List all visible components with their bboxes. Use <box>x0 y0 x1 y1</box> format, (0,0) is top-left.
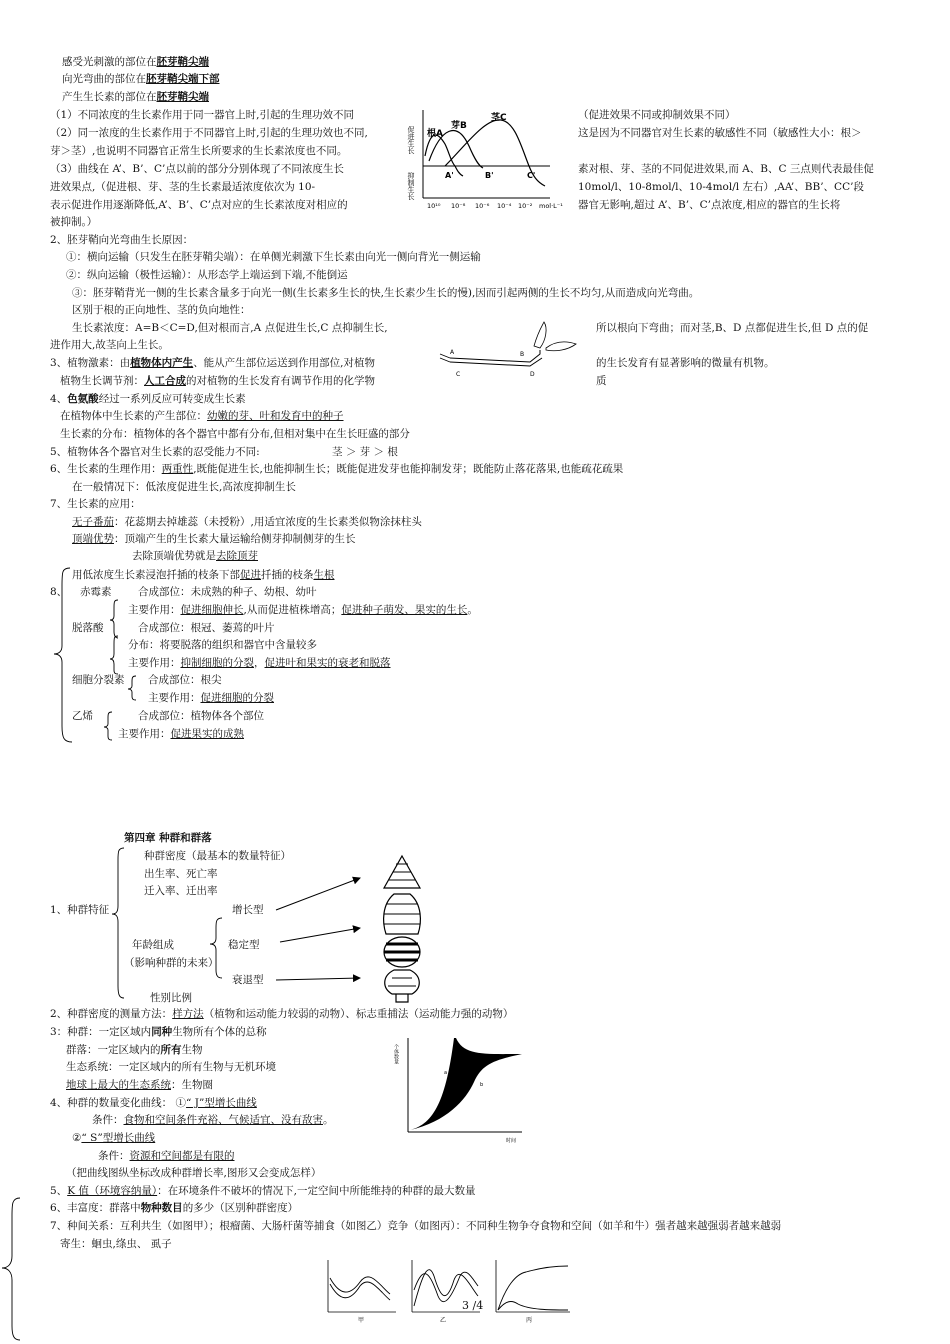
text: 同种 <box>151 1026 173 1038</box>
s5-line <box>50 445 260 459</box>
text: 人工合成 <box>144 375 186 387</box>
label-bing: 丙 <box>526 1317 533 1324</box>
p3-r2: 10mol/l、10-8mol/l、10-4mol/l 左右）,AA’、BB’、CC’段 <box>578 181 864 193</box>
c2-line <box>50 1007 513 1021</box>
text: 用低浓度生长素浸泡扦插的枝条下部 <box>72 569 240 581</box>
s8-g2c <box>128 656 391 670</box>
text: 资源和空间都是有限的 <box>129 1150 235 1162</box>
label-bud: 芽B <box>451 121 467 131</box>
p2-left: （2）同一浓度的生长素作用于不同器官上时,引起的生理功效也不同, <box>50 127 368 139</box>
text: 无子番茄 <box>72 516 114 528</box>
ch4-i: 性别比例 <box>150 992 192 1004</box>
s8-g4a: 合成部位：植物体各个部位 <box>138 710 264 722</box>
p3-r1: 素对根、芽、茎的不同促进效果,而 A、B、C 三点则代表最佳促 <box>578 163 874 175</box>
ch4-h: 衰退型 <box>232 974 264 986</box>
s2-i6: 进作用大,故茎向上生长。 <box>50 339 169 351</box>
text: 生根 <box>313 569 335 581</box>
p3-r3: 器官无影响,超过 A’、B’、C’点浓度,相应的器官的生长将 <box>578 199 841 211</box>
p3-l4: 被抑制。） <box>50 216 98 228</box>
s8-g2a: 合成部位：根冠、萎蔫的叶片 <box>138 622 275 634</box>
text: 幼嫩的芽、叶和发育中的种子 <box>207 410 344 422</box>
text: 在植物体中生长素的产生部位： <box>60 410 207 422</box>
text: 6、丰富度：群落中 <box>50 1202 141 1214</box>
text: 去除顶端优势就是 <box>132 550 216 562</box>
text: “ J”型增长曲线 <box>186 1097 257 1109</box>
age-structure-figure <box>276 852 456 1007</box>
s2-i5r: 所以根向下弯曲；而对茎,B、D 点都促进生长,但 D 点的促 <box>596 322 869 334</box>
ch4-e: 年龄组成 <box>132 939 174 951</box>
text: ， <box>254 657 265 669</box>
hormone-braces <box>52 566 142 744</box>
text: 促进细胞的分裂 <box>200 692 274 704</box>
label-a: A <box>450 349 455 356</box>
c3-line2 <box>66 1043 203 1057</box>
tick-1: 10⁻⁸ <box>451 202 466 210</box>
unit-label: mol·L⁻¹ <box>539 202 563 210</box>
text: 主要作用： <box>118 728 171 740</box>
s4-line3: 生长素的分布：植物体的各个器官中都有分布,但相对集中在生长旺盛的部分 <box>60 428 410 440</box>
text: 主要作用： <box>128 657 181 669</box>
text: 色氨酸 <box>67 393 99 405</box>
ylabel: 个体数量 <box>393 1044 399 1064</box>
text: 胚芽鞘尖端下部 <box>146 73 220 85</box>
c3-line1 <box>50 1025 267 1039</box>
text: 地球上最大的生态系统 <box>66 1079 171 1091</box>
s2-i1: ①：横向运输（只发生在胚芽鞘尖端）：在单侧光刺激下生长素由向光一侧向背光一侧运输 <box>66 251 481 263</box>
text: 促进细胞伸长 <box>180 604 244 616</box>
text: ：顶端产生的生长素大量运输给侧芽抑制侧芽的生长 <box>114 533 356 545</box>
c6-line <box>50 1201 298 1215</box>
s2-title: 2、胚芽鞘向光弯曲生长原因： <box>50 234 194 246</box>
s8-g1: 赤霉素 <box>80 586 112 598</box>
s4-line1 <box>50 392 246 406</box>
text: 所有 <box>160 1044 182 1056</box>
text: 产生生长素的部位在 <box>62 91 157 103</box>
text: 食物和空间条件充裕、气候适宜、没有敌害 <box>123 1114 323 1126</box>
label-c: C <box>456 371 461 378</box>
interaction-figures <box>320 1256 580 1326</box>
text: 促进种子萌发、果实的生长 <box>341 604 468 616</box>
auxin-curve-figure <box>405 106 575 214</box>
text: 植物生长调节剂： <box>60 375 144 387</box>
label-stem: 茎C <box>491 113 507 123</box>
c3-line4 <box>66 1078 213 1092</box>
s8-num: 8、 <box>50 586 68 598</box>
text: 生物所有个体的总称 <box>172 1026 267 1038</box>
p1-left: （1）不同浓度的生长素作用于同一器官上时,引起的生理功效不同 <box>50 109 355 121</box>
text: 6、生长素的生理作用： <box>50 463 162 475</box>
s2-i2: ②：纵向运输（极性运输）：从形态学上端运到下端,不能倒运 <box>66 269 348 281</box>
s8-g3b <box>148 691 274 705</box>
text: ：生物圈 <box>171 1079 213 1091</box>
tick-3: 10⁻⁴ <box>497 202 512 210</box>
text: 植物体内产生 <box>130 357 194 369</box>
c4-line4 <box>98 1149 235 1163</box>
p2-right: 这是因为不同器官对生长素的敏感性不同（敏感性大小：根＞ <box>578 127 862 139</box>
relation-brace <box>0 1196 24 1342</box>
text: 两重性 <box>161 463 194 475</box>
text: 促进叶和果实的衰老和脱落 <box>264 657 391 669</box>
text: 物种数目 <box>140 1202 183 1214</box>
c4-line5: （把曲线图纵坐标改成种群增长率,图形又会变成怎样） <box>66 1167 322 1179</box>
s8-g1b <box>128 603 478 617</box>
s8-g2: 脱落酸 <box>72 622 104 634</box>
label-b: b <box>480 1082 484 1088</box>
text: 向光弯曲的部位在 <box>62 73 146 85</box>
s6-line1 <box>50 462 623 476</box>
p3-l3: 表示促进作用逐渐降低,A’、B’、C’点对应的生长素浓度对相应的 <box>50 199 348 211</box>
text: ：在环境条件不破坏的情况下,一定空间中所能维持的种群的最大数量 <box>157 1185 476 1197</box>
p1-right: （促进效果不同或抑制效果不同） <box>578 109 736 121</box>
tick-4: 10⁻² <box>518 202 533 210</box>
ch4-c: 迁入率、迁出率 <box>144 885 218 897</box>
label-d: D <box>530 371 535 378</box>
s8-g3a: 合成部位：根尖 <box>148 674 222 686</box>
ch4-a: 种群密度（最基本的数量特征） <box>144 850 291 862</box>
horizontal-plant-figure <box>430 318 580 384</box>
text: 群落：一定区域内的 <box>66 1044 161 1056</box>
s7-a <box>72 515 422 529</box>
c3-line3: 生态系统：一定区域内的所有生物与无机环境 <box>66 1061 276 1073</box>
ch4-g: （影响种群的未来） <box>124 957 219 969</box>
ylabel-promote: 促进生长 <box>407 126 415 154</box>
text: 4、 <box>50 393 68 405</box>
ch4-b: 出生率、死亡率 <box>144 868 218 880</box>
tick-0: 10¹⁰ <box>427 202 441 210</box>
page-number: 3 /4 <box>462 1299 484 1312</box>
label-yi: 乙 <box>440 1317 447 1324</box>
s2-i5: 生长素浓度：A=B＜C=D,但对根而言,A 点促进生长,C 点抑制生长, <box>72 322 388 334</box>
text: 的多少（区别种群密度） <box>182 1202 299 1214</box>
ch4-d: 增长型 <box>232 904 264 916</box>
s8-g4: 乙烯 <box>72 710 93 722</box>
text: 顶端优势 <box>72 533 114 545</box>
p3-l2: 进效果点,（促进根、芽、茎的生长素最适浓度依次为 10- <box>50 181 316 193</box>
c4-line1 <box>50 1096 257 1110</box>
label-root: 根A <box>427 129 443 139</box>
label-cp: C' <box>527 171 536 180</box>
s6-line2: 在一般情况下：低浓度促进生长,高浓度抑制生长 <box>72 481 296 493</box>
text: 促进 <box>240 569 261 581</box>
text: 。 <box>467 604 478 616</box>
text: 2、种群密度的测量方法： <box>50 1008 173 1020</box>
text: 主要作用： <box>148 692 201 704</box>
s7-b <box>72 532 356 546</box>
growth-curve-figure <box>394 1034 528 1146</box>
text: 胚芽鞘尖端 <box>156 56 209 68</box>
text: 5、植物体各个器官对生长素的忍受能力不同: <box>50 446 260 458</box>
line-produce <box>62 90 209 104</box>
text: 去除顶芽 <box>216 550 258 562</box>
text: 4、种群的数量变化曲线： ① <box>50 1097 187 1109</box>
s8-g1a: 合成部位：未成熟的种子、幼根、幼叶 <box>138 586 317 598</box>
text: （植物和运动能力较弱的动物）、标志重捕法（运动能力强的动物） <box>203 1008 514 1020</box>
text: 感受光刺激的部位在 <box>62 56 157 68</box>
label-jia: 甲 <box>358 1317 365 1324</box>
line-bend <box>62 72 220 86</box>
s5-order: 茎 ＞ 芽 ＞ 根 <box>332 446 398 458</box>
s2-i4: 区别于根的正向地性、茎的负向地性： <box>72 304 251 316</box>
label-a: a <box>444 1070 448 1076</box>
c4-line2 <box>92 1113 334 1127</box>
population-braces <box>110 846 240 1006</box>
s3-line2 <box>60 374 375 388</box>
text: 抑制细胞的分裂 <box>180 657 254 669</box>
text: 胚芽鞘尖端 <box>156 91 209 103</box>
text: ,既能促进生长,也能抑制生长；既能促进发芽也能抑制发芽；既能防止落花落果,也能疏花疏果 <box>193 463 624 475</box>
text: ：花蕊期去掉雄蕊（未授粉）,用适宜浓度的生长素类似物涂抹柱头 <box>114 516 422 528</box>
s2-i3: ③：胚芽鞘背光一侧的生长素含量多于向光一侧(生长素多生长的快,生长素少生长的慢),因而引起两侧的生长不均匀,从而造成向光弯曲。 <box>72 287 700 299</box>
p3-l1: （3）曲线在 A’、B’、C’点以前的部分分别体现了不同浓度生长 <box>50 163 344 175</box>
xlabel: 时间 <box>506 1138 517 1144</box>
s4-line2 <box>60 409 344 423</box>
c5-line <box>50 1184 475 1198</box>
ch4-f: 稳定型 <box>228 939 260 951</box>
chapter-title: 第四章 种群和群落 <box>124 832 212 844</box>
text: 主要作用： <box>128 604 181 616</box>
s7-c <box>132 549 258 563</box>
label-bp: B' <box>485 171 494 180</box>
text: 扦插的枝条 <box>261 569 314 581</box>
s3-line1 <box>50 356 375 370</box>
s7-title: 7、生长素的应用： <box>50 498 141 510</box>
c7-line2: 寄生：蛔虫,绦虫、 虱子 <box>60 1238 172 1250</box>
text: K 值（环境容纳量） <box>67 1185 158 1197</box>
s3-right1: 的生长发育有显著影响的微量有机物。 <box>596 357 775 369</box>
text: 、能从产生部位运送到作用部位,对植物 <box>193 357 376 369</box>
c4-line3 <box>72 1131 155 1145</box>
c7-line1: 7、种间关系：互利共生（如图甲）；根瘤菌、大肠杆菌等捕食（如图乙）竞争（如图丙）：不同种生物争夺食物和空间（如羊和牛）强者越来越强弱者越来越弱 <box>50 1220 782 1232</box>
text: 经过一系列反应可转变成生长素 <box>98 393 246 405</box>
text: 。 <box>323 1114 334 1126</box>
text: “ S”型增长曲线 <box>81 1132 156 1144</box>
text: 条件： <box>92 1114 124 1126</box>
text: 生物 <box>181 1044 203 1056</box>
text: 5、 <box>50 1185 68 1197</box>
p2-next: 芽＞茎）,也说明不同器官正常生长所要求的生长素浓度也不同。 <box>50 145 348 157</box>
label-b: B <box>520 351 525 358</box>
text: ,从而促进植株增高； <box>243 604 342 616</box>
label-ap: A' <box>445 171 454 180</box>
s8-g2b: 分布：将要脱落的组织和器官中含量较多 <box>128 639 317 651</box>
text: 条件： <box>98 1150 130 1162</box>
s3-right2: 质 <box>596 375 607 387</box>
text: 的对植物的生长发育有调节作用的化学物 <box>186 375 375 387</box>
text: 3、植物激素：由 <box>50 357 131 369</box>
ch4-num: 1、种群特征 <box>50 904 110 916</box>
text: ② <box>72 1132 82 1144</box>
text: 样方法 <box>172 1008 204 1020</box>
line-sense <box>62 55 209 69</box>
text: 促进果实的成熟 <box>170 728 244 740</box>
ylabel-inhibit: 抑制生长 <box>407 172 415 200</box>
text: 3：种群：一定区域内 <box>50 1026 152 1038</box>
s8-g3: 细胞分裂素 <box>72 674 125 686</box>
tick-2: 10⁻⁶ <box>475 202 490 210</box>
